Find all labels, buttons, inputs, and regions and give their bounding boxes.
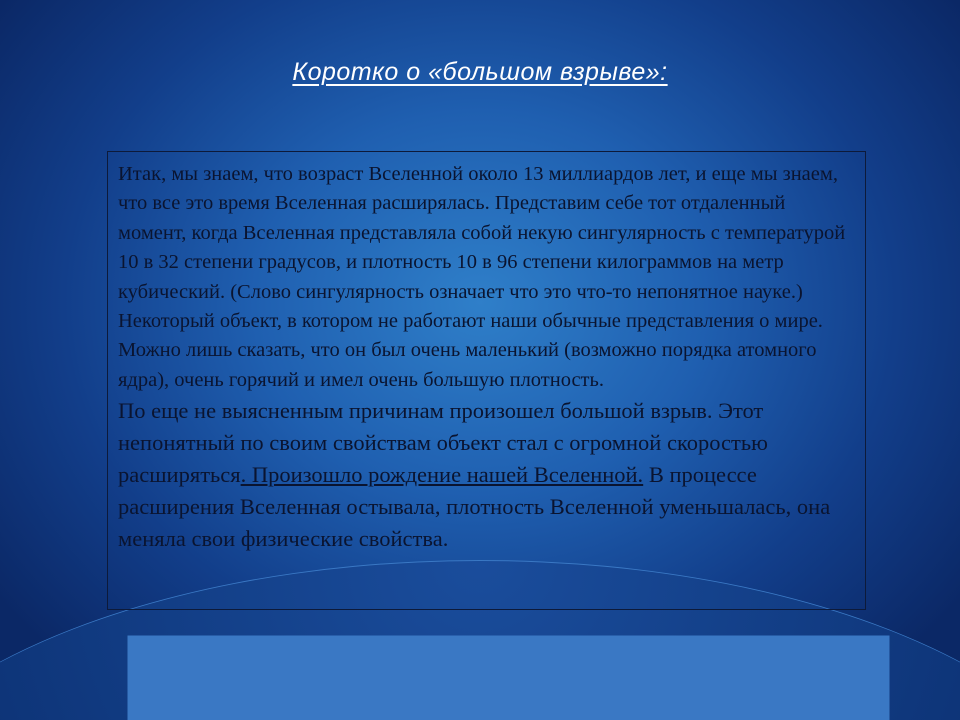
text-box (107, 151, 866, 610)
paragraph-2 (118, 395, 855, 555)
paragraph-2-start: По еще не выясненным причинам произошел большой взрыв. Этот непонятный по своим свойствам объект стал с огромной скоростью расширяться (118, 398, 768, 488)
paragraph-2-end: В процессе расширения Вселенная остывала, плотность Вселенной уменьшалась, она меняла свои физические свойства. (118, 462, 831, 552)
slide-title: Коротко о «большом взрыве»: (292, 58, 668, 86)
paragraph-1: Итак, мы знаем, что возраст Вселенной около 13 миллиардов лет, и еще мы знаем, что все это время Вселенная расширялась. Представим себе тот отдаленный момент, когда Вселенная представляла собой некую сингулярность с температурой 10 в 32 степени градусов, и плотность 10 в 96 степени килограммов на метр кубический. (Слово сингулярность означает что это что-то непонятное науке.) Некоторый объект, в котором не работают наши обычные представления о мире. Можно лишь сказать, что он был очень маленький (возможно порядка атомного ядра), очень горячий и имел очень большую плотность. (118, 163, 846, 391)
paragraph-2-underlined: . Произошло рождение нашей Вселенной. (240, 462, 644, 488)
